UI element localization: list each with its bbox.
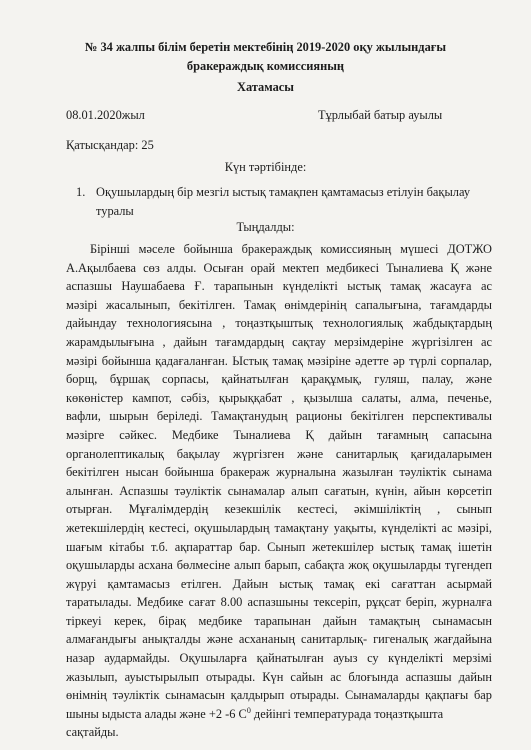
agenda-item-text-line-2: туралы (96, 204, 134, 218)
body-line: борщ, бұршақ сорпасы, қайнатылған қарақұмық, гуляш, палау, және (66, 372, 492, 387)
title-line-2: бракераждық комиссияның (186, 59, 345, 73)
body-line: назар аудармайды. Оқушыларға қайнатылған ауыз су күнделікті мерзімі (66, 651, 492, 666)
body-line: мәзірі бойынша қадағаланған. Ыстық тамақ мәзіріне әдетте әр түрлі сорпалар, (66, 353, 492, 368)
body-line: сақтайды. (66, 725, 119, 740)
body-line: дайындау технологиясына , тоңазтқыштық технологиялық жабдықтардың (66, 316, 492, 331)
body-paragraph (66, 240, 492, 742)
document-title (40, 38, 491, 76)
body-line: таратылады. Медбике сағат 8.00 аспазшыны тексеріп, рұқсат беріп, журналға (66, 595, 492, 610)
body-line: жарамдылығына , дайын тағамдардың сақтау мерзімдеріне жүргізілген ас (66, 334, 492, 349)
title-line-1: № 34 жалпы білім беретін мектебінің 2019-2020 оқу жылындағы (84, 40, 447, 54)
body-line: бекітілген нысан бойынша бракераж журналына жазылған тәуліктік сынама (66, 465, 492, 480)
body-line: көкөністер кампот, сәбіз, қырыққабат , қызылша салаты, алма, печенье, (66, 390, 492, 405)
document-date: 08.01.2020жыл (66, 108, 145, 122)
document-place: Тұрлыбай батыр ауылы (318, 108, 443, 122)
attendees-count: Қатысқандар: 25 (66, 138, 154, 152)
body-line: жазылып, ауыстырылып отырады. Күн сайын ас блоғында аспазшы дайын (66, 669, 492, 684)
body-line: алынған. Аспазшы тәуліктік сынамалар алып сағатын, күнін, айын көрсетіп (66, 483, 492, 498)
body-line: Бірінші мәселе бойынша бракераждық комиссияның мүшесі ДОТЖО (90, 242, 492, 256)
body-line: тіркеуі керек, бірақ медбике тарапынан дайын тамақтың сынамасын (66, 613, 492, 628)
agenda-item-text-line-1: Оқушылардың бір мезгіл ыстық тамақпен қамтамасыз етілуін бақылау (96, 185, 471, 199)
body-line: алмағандығы анықталды және асхананың санитарлық- гигеналық жағдайына (66, 632, 492, 647)
body-line: өнімнің тәуліктік сынамасын қалдырып отырады. Сынамаларды қақпағы бар (66, 688, 492, 703)
body-line: мәзірі жасалынып, бекітілген. Тамақ өнімдерінің сапалығына, тағамдарды (66, 297, 492, 312)
agenda-heading: Күн тәртібінде: (224, 160, 307, 174)
body-line: отырған. Мұғалімдердің кезекшілік кестесі, әкімшіліктің , сынып (66, 502, 492, 517)
listened-heading: Тыңдалды: (236, 220, 295, 234)
document-type-heading: Хатамасы (237, 80, 294, 94)
body-line: вафли, шырын беріледі. Тамақтанудың рационы бекітілген перспективалы (66, 409, 492, 424)
body-line-temperature (66, 705, 492, 724)
body-line-text: шыны ыдыста алады және +2 -6 С (66, 706, 247, 721)
body-line: шағым кітабы т.б. ақпараттар бар. Сынып жетекшілер ыстық тамақ ішетін (66, 539, 492, 554)
body-line: аспазшы Наушабаева Ғ. тарапынын күнделікті ыстық тамақ жасауға ас (66, 279, 492, 294)
degree-superscript: 0 (246, 705, 251, 715)
body-line: оқушыларды асхана бөлмесіне алып барып, сабақта жоқ оқушыларды түгендеп (66, 558, 492, 573)
body-line: жетекшілердің кестесі, оқушылардың тамақтану уақыты, күнделікті ас мәзірі, (66, 520, 492, 535)
body-line-tail: дейінгі температурада тоңазтқышта (250, 706, 444, 721)
body-line: мәзірге сәйкес. Медбике Тыналиева Қ дайын тағамның сапасына (66, 427, 492, 442)
agenda-item-number: 1. (76, 185, 86, 199)
body-line: А.Ақылбаева сөз алды. Осыған орай мектеп медбикесі Тыналиева Қ және (66, 260, 492, 275)
body-line: органолептикалық бақылау жүргізген және санитарлық қағидаларымен (66, 446, 492, 461)
body-line: жүруі қамтамасыз етілген. Дайын ыстық тамақ екі сағаттан асырмай (66, 576, 492, 591)
